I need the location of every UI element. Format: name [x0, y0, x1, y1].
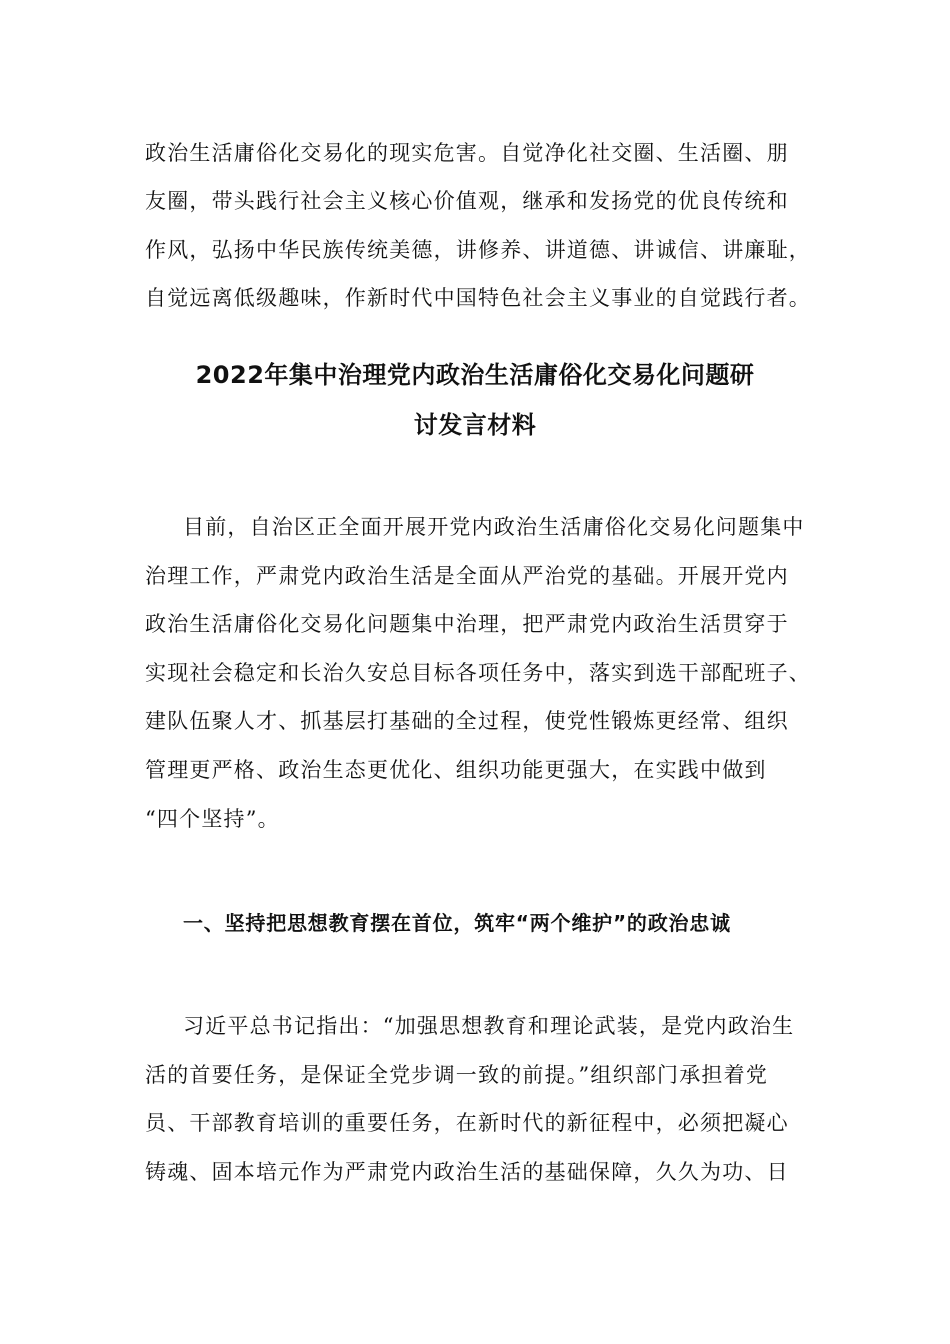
paragraph-1-line-5: 建队伍聚人才、抓基层打基础的全过程，使党性锻炼更经常、组织: [145, 709, 789, 733]
intro-line-2: 友圈，带头践行社会主义核心价值观，继承和发扬党的优良传统和: [145, 189, 789, 213]
paragraph-1-line-6: 管理更严格、政治生态更优化、组织功能更强大，在实践中做到: [145, 758, 767, 782]
section-1-heading: 一、坚持把思想教育摆在首位，筑牢“两个维护”的政治忠诚: [183, 911, 731, 935]
paragraph-1-line-1: 目前，自治区正全面开展开党内政治生活庸俗化交易化问题集中: [183, 515, 805, 539]
paragraph-1-line-7: “四个坚持”。: [145, 807, 280, 831]
paragraph-2-line-4: 铸魂、固本培元作为严肃党内政治生活的基础保障，久久为功、日: [145, 1160, 789, 1184]
paragraph-1-line-3: 政治生活庸俗化交易化问题集中治理，把严肃党内政治生活贯穿于: [145, 612, 789, 636]
intro-line-4: 自觉远离低级趣味，作新时代中国特色社会主义事业的自觉践行者。: [145, 286, 811, 310]
intro-line-3: 作风，弘扬中华民族传统美德，讲修养、讲道德、讲诚信、讲廉耻，: [145, 238, 811, 262]
paragraph-1-line-4: 实现社会稳定和长治久安总目标各项任务中，落实到选干部配班子、: [145, 661, 811, 685]
intro-line-1: 政治生活庸俗化交易化的现实危害。自觉净化社交圈、生活圈、朋: [145, 141, 789, 165]
paragraph-2-line-1: 习近平总书记指出：“加强思想教育和理论武装，是党内政治生: [183, 1014, 795, 1038]
document-title-line-1: 2022年集中治理党内政治生活庸俗化交易化问题研: [195, 361, 755, 389]
document-title-line-2: 讨发言材料: [413, 411, 537, 439]
paragraph-2-line-2: 活的首要任务，是保证全党步调一致的前提。”组织部门承担着党: [145, 1063, 769, 1087]
paragraph-2-line-3: 员、干部教育培训的重要任务，在新时代的新征程中，必须把凝心: [145, 1111, 789, 1135]
paragraph-1-line-2: 治理工作，严肃党内政治生活是全面从严治党的基础。开展开党内: [145, 564, 789, 588]
